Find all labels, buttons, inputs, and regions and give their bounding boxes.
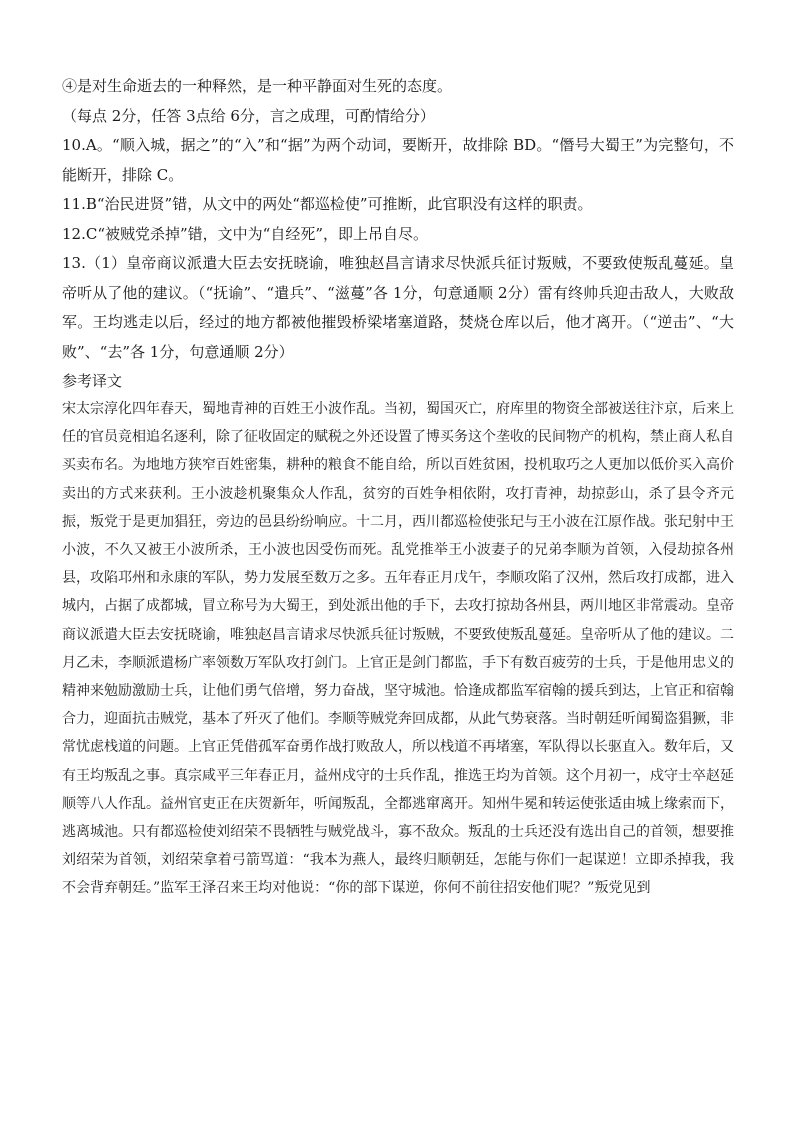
scoring-note: （每点 2分，任答 3点给 6分，言之成理，可酌情给分） xyxy=(62,106,435,125)
answer-q13: 13.（1）皇帝商议派遣大臣去安抚晓谕，唯独赵昌言请求尽快派兵征讨叛贼，不要致使叛乱蔓延。皇帝听从了他的建议。（“抚谕”、“遣兵”、“滋蔓”各 1分，句意通顺 2分）雷有终帅兵迎击敌人，大败敌军。王均逃走以后，经过的地方都被他摧毁桥梁堵塞道路，焚烧仓库以后，他才离开。（“逆击”、“大败”、“去”各 1分，句意通顺 2分） xyxy=(62,254,734,361)
translation-paragraph: 宋太宗淳化四年春天，蜀地青神的百姓王小波作乱。当初，蜀国灭亡，府库里的物资全部被送往汴京，后来上任的官员竞相追名逐利，除了征收固定的赋税之外还设置了博买务这个垄收的民间物产的机构，禁止商人私自买卖布名。为地地方狭窄百姓密集，耕种的粮食不能自给，所以百姓贫困，投机取巧之人更加以低价买入高价卖出的方式来获利。王小波趁机聚集众人作乱，贫穷的百姓争相依附，攻打青神，劫掠彭山，杀了县令齐元振，叛党于是更加猖狂，旁边的邑县纷纷响应。十二月，西川都巡检使张玘与王小波在江原作战。张玘射中王小波，不久又被王小波所杀，王小波也因受伤而死。乱党推举王小波妻子的兄弟李顺为首领，入侵劫掠各州县，攻陷邛州和永康的军队，势力发展至数万之多。五年春正月戊午，李顺攻陷了汉州，然后攻打成都，进入城内，占据了成都城，冒立称号为大蜀王，到处派出他的手下，去攻打掠劫各州县，两川地区非常震动。皇帝商议派遣大臣去安抚晓谕，唯独赵昌言请求尽快派兵征讨叛贼，不要致使叛乱蔓延。皇帝听从了他的建议。二月乙未，李顺派遣杨广率领数万军队攻打剑门。上官正是剑门都监，手下有数百疲劳的士兵，于是他用忠义的精神来勉励激励士兵，让他们勇气倍增，努力奋战，坚守城池。恰逢成都监军宿翰的援兵到达，上官正和宿翰合力，迎面抗击贼党，基本了歼灭了他们。李顺等贼党奔回成都，从此气势衰落。当时朝廷听闻蜀盗猖獗，非常忧虑栈道的问题。上官正凭借孤军奋勇作战打败敌人，所以栈道不再堵塞，军队得以长驱直入。数年后，又有王均叛乱之事。真宗咸平三年春正月，益州戍守的士兵作乱，推选王均为首领。这个月初一，戍守士卒赵延顺等八人作乱。益州官吏正在庆贺新年，听闻叛乱，全都逃窜离开。知州牛冕和转运使张适由城上缘索而下，逃离城池。只有都巡检使刘绍荣不畏牺牲与贼党战斗，寡不敌众。叛乱的士兵还没有选出自己的首领，想要推刘绍荣为首领，刘绍荣拿着弓箭骂道：“我本为燕人，最终归顺朝廷，怎能与你们一起谋逆！立即杀掉我，我不会背弃朝廷。”监军王泽召来王均对他说：“你的部下谋逆，你何不前往招安他们呢？”叛党见到 xyxy=(62,401,734,897)
answer-section xyxy=(62,72,734,367)
reference-translation-body xyxy=(62,395,734,903)
reference-translation-heading: 参考译文 xyxy=(62,372,123,390)
answer-q12: 12.C“被贼党杀掉”错，文中为“自经死”，即上吊自尽。 xyxy=(62,224,429,243)
answer-line-4: ④是对生命逝去的一种释然，是一种平静面对生死的态度。 xyxy=(62,77,453,95)
answer-q11: 11.B“治民进贤”错，从文中的两处“都巡检使”可推断，此官职没有这样的职责。 xyxy=(62,195,593,213)
answer-q10: 10.A。“顺入城，据之”的“入”和“据”为两个动词，要断开，故排除 BD。“僭号大蜀王”为完整句，不能断开，排除 C。 xyxy=(62,136,734,184)
